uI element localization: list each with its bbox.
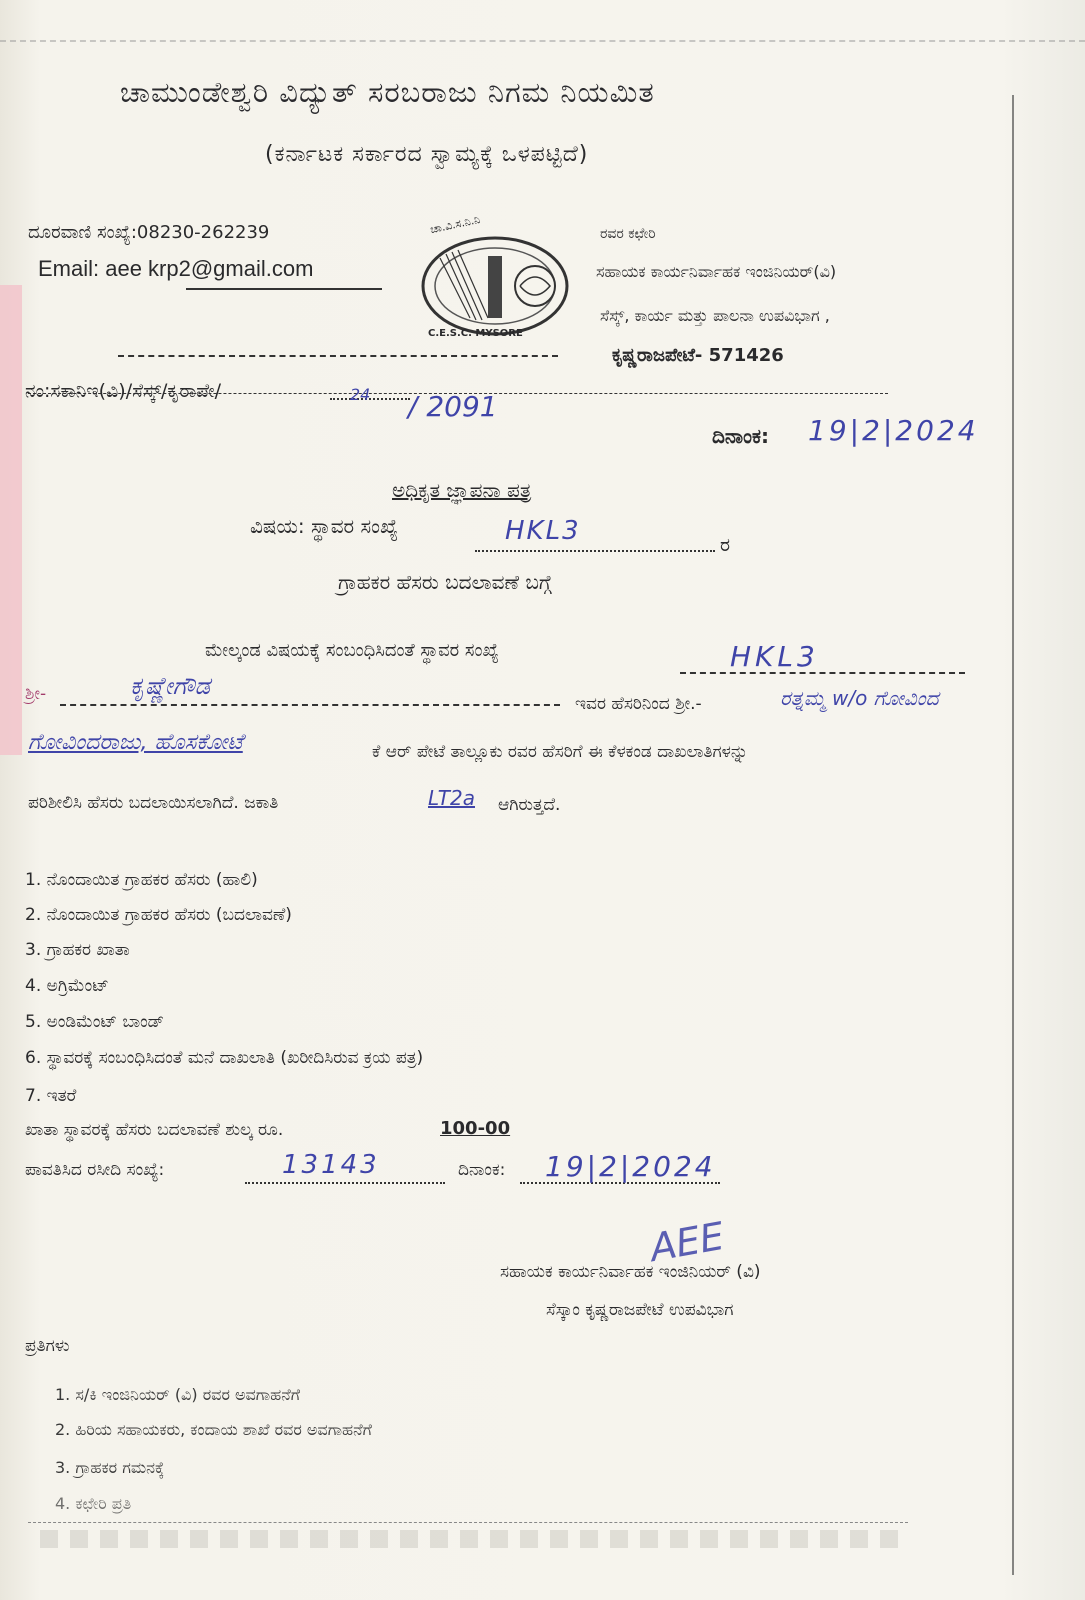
- reference-suffix-handwritten: / 2091: [408, 390, 498, 423]
- body-line-4a: ಪರಿಶೀಲಿಸಿ ಹೆಸರು ಬದಲಾಯಿಸಲಾಗಿದೆ. ಜಕಾತಿ: [28, 793, 279, 813]
- office-line-4: ಕೃಷ್ಣರಾಜಪೇಟೆ- 571426: [612, 345, 784, 366]
- page-right-border: [1012, 95, 1014, 1575]
- receipt-number-handwritten: 13143: [282, 1150, 380, 1180]
- subject-label: ವಿಷಯ: ಸ್ಥಾವರ ಸಂಖ್ಯೆ: [250, 514, 399, 538]
- memo-heading: ಅಧಿಕೃತ ಜ್ಞಾಪನಾ ಪತ್ರ: [392, 478, 532, 502]
- body-line-4b: ಆಗಿರುತ್ತದೆ.: [498, 795, 561, 815]
- date-handwritten: 19|2|2024: [808, 414, 979, 447]
- header-divider: [118, 355, 558, 357]
- fee-label: ಖಾತಾ ಸ್ಥಾವರಕ್ಕೆ ಹೆಸರು ಬದಲಾವಣೆ ಶುಲ್ಕ ರೂ.: [25, 1120, 284, 1140]
- new-owner-handwritten: ರತ್ನಮ್ಮ w/o ಗೋವಿಂದ: [780, 686, 939, 710]
- date-label: ದಿನಾಂಕ:: [712, 424, 769, 448]
- document-item-3: 3. ಗ್ರಾಹಕರ ಖಾತಾ: [25, 940, 130, 960]
- copy-item-4: 4. ಕಛೇರಿ ಪ್ರತಿ: [55, 1494, 132, 1513]
- email-address: Email: aee krp2@gmail.com: [38, 256, 314, 281]
- fee-date-label: ದಿನಾಂಕ:: [458, 1160, 506, 1180]
- previous-owner-handwritten: ಕೃಷ್ಣೇಗೌಡ: [130, 672, 210, 700]
- email-underline: [186, 288, 382, 290]
- top-dashed-edge: [0, 40, 1085, 42]
- bottom-faded-band: [40, 1530, 900, 1548]
- bottom-dashed-edge: [28, 1522, 908, 1523]
- copies-heading: ಪ್ರತಿಗಳು: [25, 1336, 70, 1356]
- cesc-logo: [410, 212, 585, 353]
- subject-suffix: ರ: [720, 534, 731, 556]
- receipt-label: ಪಾವತಿಸಿದ ರಸೀದಿ ಸಂಖ್ಯೆ:: [25, 1160, 165, 1180]
- reference-number-label: ನಂ:ಸಕಾನಿಇ(ವಿ)/ಸೆಸ್ಕ್/ಕೃರಾಪೇ/: [25, 380, 221, 402]
- office-line-2: ಸಹಾಯಕ ಕಾರ್ಯನಿರ್ವಾಹಕ ಇಂಜಿನಿಯರ್(ವಿ): [596, 262, 837, 281]
- company-subtitle: (ಕರ್ನಾಟಕ ಸರ್ಕಾರದ ಸ್ವಾಮ್ಯಕ್ಕೆ ಒಳಪಟ್ಟಿದೆ): [265, 142, 589, 167]
- subject-line-2: ಗ್ರಾಹಕರ ಹೆಸರು ಬದಲಾವಣೆ ಬಗ್ಗೆ: [338, 570, 552, 594]
- fee-amount: 100-00: [440, 1118, 511, 1139]
- fee-date-handwritten: 19|2|2024: [545, 1150, 716, 1183]
- address-handwritten: ಗೋವಿಂದರಾಜು, ಹೊಸಕೋಟೆ: [28, 730, 243, 755]
- copy-item-1: 1. ಸ/ಕಿ ಇಂಜಿನಿಯರ್ (ವಿ) ರವರ ಅವಗಾಹನೆಗೆ: [55, 1385, 301, 1404]
- signature-line-2: ಸೆಸ್ಕಾಂ ಕೃಷ್ಣರಾಜಪೇಟೆ ಉಪವಿಭಾಗ: [546, 1300, 734, 1320]
- document-item-5: 5. ಅಂಡಿಮೆಂಟ್ ಬಾಂಡ್: [25, 1012, 164, 1032]
- plant-number-handwritten: HKL3: [730, 640, 819, 673]
- document-item-4: 4. ಅಗ್ರಿಮೆಂಟ್: [25, 976, 109, 996]
- document-item-7: 7. ಇತರೆ: [25, 1086, 77, 1106]
- tariff-handwritten: LT2a: [428, 786, 475, 810]
- phone-number: ದೂರವಾಣಿ ಸಂಖ್ಯೆ:08230-262239: [28, 222, 270, 243]
- from-label: ಇವರ ಹೆಸರಿನಿಂದ ಶ್ರೀ.-: [575, 694, 702, 714]
- shri-label: ಶ್ರೀ-: [25, 684, 47, 704]
- body-paragraph-1: ಮೇಲ್ಕಂಡ ವಿಷಯಕ್ಕೆ ಸಂಬಂಧಿಸಿದಂತೆ ಸ್ಥಾವರ ಸಂಖ್ಯೆ: [205, 640, 499, 661]
- logo-bottom-text: C.E.S.C. MYSORE: [428, 328, 523, 339]
- office-line-3: ಸೆಸ್ಕ್, ಕಾರ್ಯ ಮತ್ತು ಪಾಲನಾ ಉಪವಿಭಾಗ ,: [600, 306, 830, 325]
- signature-line-1: ಸಹಾಯಕ ಕಾರ್ಯನಿರ್ವಾಹಕ ಇಂಜಿನಿಯರ್ (ವಿ): [500, 1262, 761, 1282]
- body-line-3: ಕೆ ಆರ್ ಪೇಟೆ ತಾಲ್ಲೂಕು ರವರ ಹೆಸರಿಗೆ ಈ ಕೆಳಕಂಡ ದಾಖಲಾತಿಗಳನ್ನು: [372, 742, 749, 762]
- plant-number-dash: [680, 672, 965, 674]
- company-name: ಚಾಮುಂಡೇಶ್ವರಿ ವಿದ್ಯುತ್ ಸರಬರಾಜು ನಿಗಮ ನಿಯಮಿತ: [120, 75, 655, 109]
- name-1-dash: [60, 704, 560, 706]
- subject-handwritten: HKL3: [505, 516, 581, 546]
- receipt-dots: [245, 1182, 445, 1184]
- copy-item-3: 3. ಗ್ರಾಹಕರ ಗಮನಕ್ಕೆ: [55, 1458, 165, 1477]
- reference-number-handwritten: 24: [350, 385, 371, 404]
- subject-dots: [475, 550, 715, 552]
- pink-tab: [0, 285, 22, 755]
- office-line-1: ರವರ ಕಛೇರಿ: [600, 226, 656, 242]
- logo-top-text: ಚಾ.ವಿ.ಸ.ನಿ.ನಿ: [429, 212, 482, 237]
- document-item-2: 2. ನೊಂದಾಯಿತ ಗ್ರಾಹಕರ ಹೆಸರು (ಬದಲಾವಣೆ): [25, 905, 292, 925]
- document-item-6: 6. ಸ್ಥಾವರಕ್ಕೆ ಸಂಬಂಧಿಸಿದಂತೆ ಮನೆ ದಾಖಲಾತಿ (ಖರೀದಿಸಿರುವ ಕ್ರಯ ಪತ್ರ): [25, 1048, 424, 1068]
- signature-mark: AEE: [646, 1213, 728, 1271]
- document-item-1: 1. ನೊಂದಾಯಿತ ಗ್ರಾಹಕರ ಹೆಸರು (ಹಾಲಿ): [25, 870, 258, 890]
- copy-item-2: 2. ಹಿರಿಯ ಸಹಾಯಕರು, ಕಂದಾಯ ಶಾಖೆ ರವರ ಅವಗಾಹನೆಗೆ: [55, 1420, 372, 1439]
